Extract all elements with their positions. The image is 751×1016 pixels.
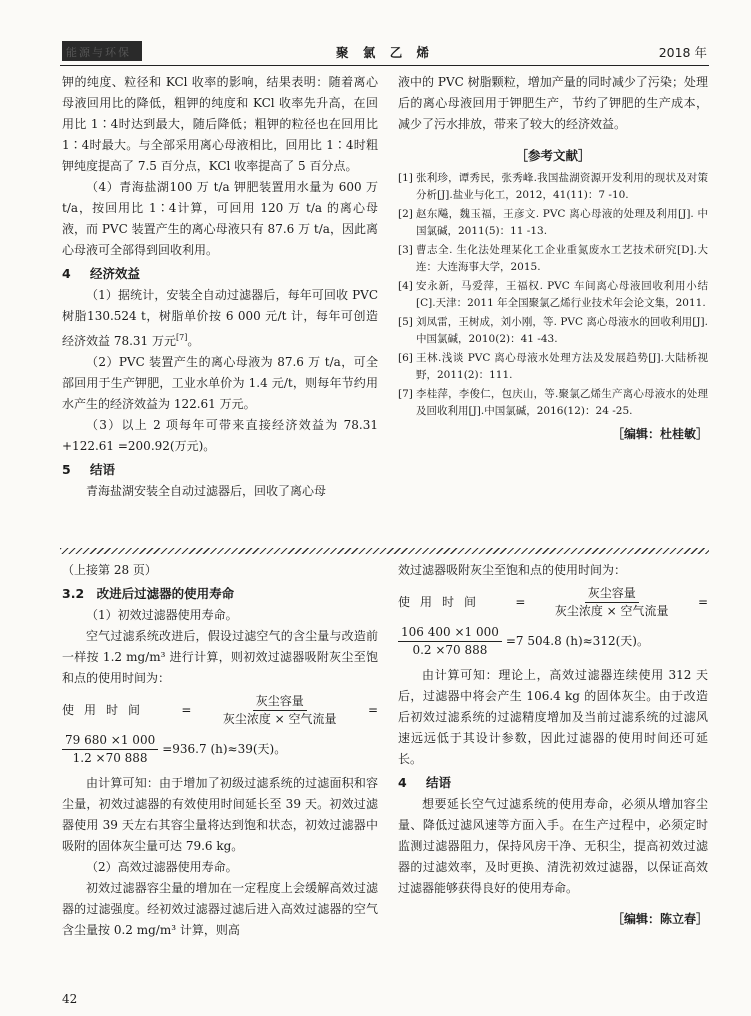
calc-result: =936.7 (h)≈39(天)。 <box>162 742 287 756</box>
reference-number: [5] <box>398 316 413 328</box>
reference-text: 赵东飚，魏玉福，王彦文. PVC 离心母液的处理及利用[J]. 中国氯碱，2011(5)：11 -13. <box>416 208 708 237</box>
article-divider <box>60 548 709 554</box>
section-number: 4 <box>398 775 407 790</box>
fraction-denominator: 灰尘浓度 × 空气流量 <box>554 604 669 618</box>
section-title: 经济效益 <box>90 266 141 281</box>
editor-credit: ［编辑：杜桂敏］ <box>611 427 708 441</box>
reference-text: 安永新，马爱萍，王福权. PVC 车间离心母液回收利用小结[C].天津：2011 年全国聚氯乙烯行业技术年会论文集，2011. <box>416 280 708 309</box>
editor-credit: ［编辑：陈立春］ <box>611 912 708 926</box>
paragraph-text: 。 <box>187 334 200 348</box>
paragraph: 钾的纯度、粒径和 KCl 收率的影响，结果表明：随着离心母液回用比的降低，粗钾的纯度和 KCl 收率先升高，在回用比 1∶4时达到最大，随后降低；粗钾的粒径也在回用比 1∶4时最大。与全部采用离心母液相比，回用比 1∶4时粗钾纯度提高了 7.5 百分点，KCl 收率提高了 5 百分点。 <box>62 75 378 173</box>
reference-text: 张利珍，谭秀民，张秀峰.我国盐湖资源开发利用的现状及对策分析[J].盐业与化工，2012，41(11)：7 -10. <box>416 172 708 201</box>
top-right-column <box>398 72 708 445</box>
paragraph: 由计算可知：由于增加了初级过滤系统的过滤面积和容尘量，初效过滤器的有效使用时间延长至 39 天。初效过滤器使用 39 天左右其容尘量将达到饱和状态，初效过滤器中吸附的固体灰尘量可达 79.6 kg。 <box>62 776 378 853</box>
calc-result: =7 504.8 (h)≈312(天)。 <box>505 634 649 648</box>
reference-item <box>398 206 708 240</box>
references-list <box>398 170 708 420</box>
reference-item <box>398 314 708 348</box>
reference-number: [3] <box>398 244 413 256</box>
reference-item <box>398 278 708 312</box>
paragraph-text: （1）据统计，安装全自动过滤器后，每年可回收 PVC 树脂130.524 t，树脂单价按 6 000 元/t 计，每年可创造经济效益 78.31 万元 <box>62 288 378 348</box>
paragraph: 初效过滤器容尘量的增加在一定程度上会缓解高效过滤器的过滤强度。经初效过滤器过滤后进入高效过滤器的空气含尘量按 0.2 mg/m³ 计算，则高 <box>62 881 378 937</box>
header-rule <box>60 65 709 66</box>
continued-note: （上接第 28 页） <box>62 563 157 577</box>
top-left-column <box>62 72 378 502</box>
fraction-numerator: 灰尘容量 <box>585 585 639 603</box>
equals-sign: = <box>367 703 378 717</box>
reference-item <box>398 386 708 420</box>
paragraph: 效过滤器吸附灰尘至饱和点的使用时间为： <box>398 563 627 577</box>
reference-text: 刘凤雷，王树成，刘小刚，等. PVC 离心母液水的回收利用[J].中国氯碱，2010(2)：41 -43. <box>416 316 708 345</box>
reference-item <box>398 242 708 276</box>
paragraph <box>62 285 378 352</box>
equation <box>62 693 378 728</box>
calc-denominator: 1.2 ×70 888 <box>72 751 148 765</box>
reference-number: [2] <box>398 208 413 220</box>
fraction-numerator: 灰尘容量 <box>253 693 307 711</box>
reference-text: 曹志全. 生化法处理某化工企业重氮废水工艺技术研究[D].大连：大连海事大学，2015. <box>416 244 708 273</box>
paragraph: （2）PVC 装置产生的离心母液为 87.6 万 t/a，可全部回用于生产钾肥，工业水单价为 1.4 元/t，则每年节约用水产生的经济效益为 122.61 万元。 <box>62 355 378 411</box>
section-heading <box>62 263 378 285</box>
section-logo-text: 能源与环保 <box>66 46 131 59</box>
reference-number: [6] <box>398 352 413 364</box>
section-number: 4 <box>62 266 71 281</box>
fraction-denominator: 灰尘浓度 × 空气流量 <box>222 712 337 726</box>
issue-year: 2018 年 <box>658 45 707 60</box>
section-heading <box>398 772 708 794</box>
section-number: 5 <box>62 462 71 477</box>
equation-label: 使用时间 <box>398 595 487 609</box>
citation-ref: [7] <box>175 333 188 342</box>
calc-denominator: 0.2 ×70 888 <box>412 643 488 657</box>
section-logo-box <box>62 41 142 61</box>
paragraph: （4）青海盐湖100 万 t/a 钾肥装置用水量为 600 万 t/a，按回用比 1∶4计算，可回用 120 万 t/a 的离心母液，而 PVC 装置产生的离心母液只有 87.6 万 t/a，因此离心母液可全部得到回收利用。 <box>62 180 378 257</box>
reference-number: [4] <box>398 280 413 292</box>
paragraph: 青海盐湖安装全自动过滤器后，回收了离心母 <box>86 484 327 498</box>
equation-fraction <box>555 585 669 620</box>
calc-numerator: 79 680 ×1 000 <box>62 732 158 750</box>
paragraph: 想要延长空气过滤系统的使用寿命，必须从增加容尘量、降低过滤风速等方面入手。在生产过程中，必须定时监测过滤器阻力，保持风房干净、无积尘，提高初效过滤器的过滤效率，及时更换、清洗初效过滤器，以保证高效过滤器能够获得良好的使用寿命。 <box>398 797 708 895</box>
reference-item <box>398 350 708 384</box>
equation-fraction <box>223 693 337 728</box>
section-title: 结语 <box>426 775 452 790</box>
paragraph: 空气过滤系统改进后，假设过滤空气的含尘量与改造前一样按 1.2 mg/m³ 进行计算，则初效过滤器吸附灰尘至饱和点的使用时间为： <box>62 629 378 685</box>
subsection-heading: 3.2 改进后过滤器的使用寿命 <box>62 586 235 601</box>
equals-sign: = <box>697 595 708 609</box>
reference-text: 李桂萍，李俊仁，包庆山，等.聚氯乙烯生产离心母液水的处理及回收利用[J].中国氯碱，2016(12)：24 -25. <box>416 388 708 417</box>
equals-sign: = <box>515 595 526 609</box>
paragraph: 液中的 PVC 树脂颗粒，增加产量的同时减少了污染；处理后的离心母液回用于钾肥生产，节约了钾肥的生产成本，减少了污水排放，带来了较大的经济效益。 <box>398 75 708 131</box>
paragraph: 由计算可知：理论上，高效过滤器连续使用 312 天后，过滤器中将会产生 106.4 kg 的固体灰尘。由于改造后初效过滤系统的过滤精度增加及当前过滤系统的过滤风速远远低于其设计参数，因此过滤器的使用时间还可延长。 <box>398 668 708 766</box>
paragraph: （3）以上 2 项每年可带来直接经济效益为 78.31 +122.61 =200.92(万元)。 <box>62 418 378 453</box>
references-heading: ［参考文献］ <box>515 148 591 163</box>
calc-fraction <box>62 732 158 767</box>
journal-title: 聚 氯 乙 烯 <box>336 45 435 60</box>
calc-numerator: 106 400 ×1 000 <box>398 624 502 642</box>
section-heading <box>62 459 378 481</box>
equation <box>398 585 708 620</box>
equals-sign: = <box>181 703 192 717</box>
reference-number: [1] <box>398 172 413 184</box>
page-number: 42 <box>62 992 78 1006</box>
paragraph: （2）高效过滤器使用寿命。 <box>86 860 238 874</box>
bottom-left-column <box>62 560 378 941</box>
section-title: 结语 <box>90 462 116 477</box>
bottom-right-column <box>398 560 708 930</box>
reference-number: [7] <box>398 388 413 400</box>
reference-text: 王林.浅谈 PVC 离心母液水处理方法及发展趋势[J].大陆桥视野，2011(2)：111. <box>416 352 708 381</box>
calculation <box>62 732 378 767</box>
reference-item <box>398 170 708 204</box>
calc-fraction <box>398 624 502 659</box>
calculation <box>398 624 708 659</box>
paragraph: （1）初效过滤器使用寿命。 <box>86 608 238 622</box>
equation-label: 使用时间 <box>62 703 151 717</box>
